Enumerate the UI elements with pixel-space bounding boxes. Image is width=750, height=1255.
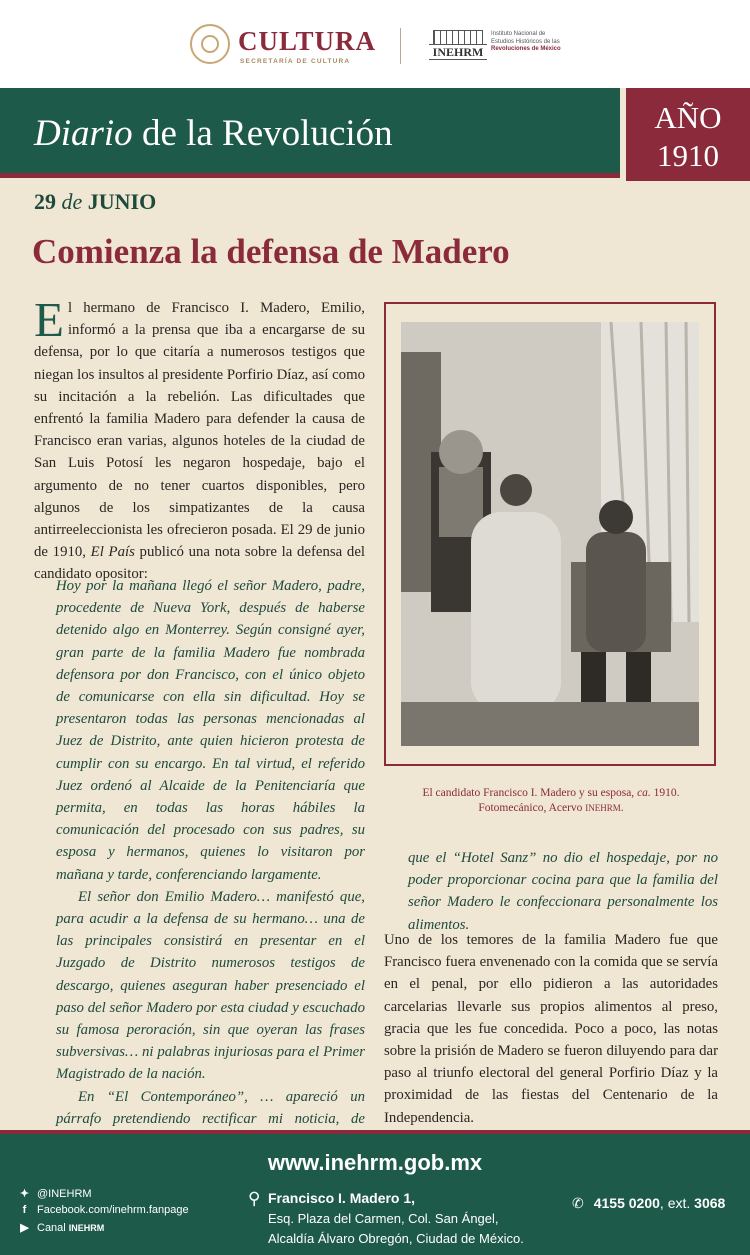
article-lead xyxy=(34,292,365,586)
building-icon xyxy=(433,30,483,44)
date-de: de xyxy=(61,189,83,214)
lead-text-2: publicó una nota sobre la defensa del candidato opositor: xyxy=(34,544,365,583)
closing-paragraph: Uno de los temores de la familia Madero fue que Francisco fuera envenenado con la comida que se servía en el penal, por ello pidieron a las autoridades carcelarias llevarle sus propios alimentos al preso, gracia que les fue concedida. Poco a poco, las notas sobre la prisión de Madero se fueron diluyendo para dar paso al triunfo electoral del general Porfirio Díaz y la proximidad de las fiestas del Centenario de la Independencia. xyxy=(384,932,718,1126)
date-day: 29 xyxy=(34,189,56,214)
quote-paragraph-3: En “El Contemporáneo”, … apareció un párrafo pretendiendo rectificar mi noticia, de xyxy=(56,1088,365,1127)
inehrm-logo xyxy=(429,30,487,60)
article-headline: Comienza la defensa de Madero xyxy=(32,232,510,271)
twitter-handle: @INEHRM xyxy=(37,1188,92,1200)
youtube-icon: ▶ xyxy=(20,1222,29,1234)
year-box xyxy=(626,88,750,181)
lead-newspaper-name: El País xyxy=(90,544,135,561)
phone-ext-label: , ext. xyxy=(659,1195,695,1211)
phone-contact[interactable] xyxy=(572,1195,725,1212)
lead-text-1: l hermano de Francisco I. Madero, Emilio, informó a la prensa que iba a encargarse de su defensa, por lo que citaría a numerosos testigos que niegan los insultos al presidente Porfirio Díaz, así como su incitación a la rebelión. Las dificultades que enfrentó la familia Madero para defender la causa de Francisco eran varias, algunos hoteles de la ciudad de San Luis Potosí les negaron hospedaje, bajo el argumento de no tener cuartos disponibles, pero algunos de los simpatizantes de la causa antirreeleccionista les ofrecieron posada. El 29 de junio de 1910, xyxy=(34,300,365,561)
caption-line-1 xyxy=(384,786,718,801)
twitter-icon: ✦ xyxy=(19,1188,30,1200)
inehrm-fullname xyxy=(491,31,571,54)
inehrm-line-1: Instituto Nacional de xyxy=(491,31,546,37)
historical-photo xyxy=(401,322,699,746)
canal-name: INEHRM xyxy=(68,1223,105,1233)
phone-number: 4155 0200 xyxy=(593,1195,660,1211)
inehrm-wordmark: INEHRM xyxy=(429,44,487,60)
cultura-subtitle: SECRETARÍA DE CULTURA xyxy=(240,58,351,65)
quote-block xyxy=(56,575,365,1174)
banner-title-rest: de la Revolución xyxy=(132,113,393,154)
footer xyxy=(0,1130,750,1255)
phone-ext: 3068 xyxy=(694,1195,726,1211)
youtube-link[interactable] xyxy=(18,1221,104,1234)
entry-date xyxy=(34,189,156,215)
quote-paragraph-4: que el “Hotel Sanz” no dio el hospedaje, por no poder proporcionar cocina para que la familia del señor Madero le confeccionara personalmente los alimentos. xyxy=(408,850,718,933)
facebook-icon: f xyxy=(22,1204,27,1216)
cultura-logo: CULTURA xyxy=(238,26,377,56)
inehrm-line-2: Estudios Históricos de las xyxy=(491,38,560,45)
banner-title-italic: Diario xyxy=(34,113,133,154)
dropcap: E xyxy=(34,292,64,347)
caption-inehrm: INEHRM xyxy=(585,803,621,813)
quote-paragraph-1: Hoy por la mañana llegó el señor Madero, padre, procedente de Nueva York, después de haberse detenido algo en Monterrey. Según consigné ayer, gran parte de la familia Madero fue nombrada defensora por don Francisco, con el único objeto de comunicarse con ella sin dificultad. Hoy se presentaron todas las personas mencionadas al Juez de Distrito, ante quien hicieron protesta de cumplir con su encargo. En tal virtud, el referido Juez ordenó al Alcaide de la Penitenciaría que permita, en todas las horas hábiles la comunicación del procesado con sus padres, su esposa y hermanos, quienes lo visitaron por mañana y tarde, conferenciando largamente. xyxy=(56,578,365,883)
photo-illustration xyxy=(401,322,699,746)
inehrm-line-3: Revoluciones de México xyxy=(491,46,561,52)
caption-text-a: El candidato Francisco I. Madero y su esposa, xyxy=(422,787,638,799)
caption-credit: Fotomecánico, Acervo xyxy=(478,802,586,814)
twitter-link[interactable] xyxy=(18,1187,92,1200)
mexican-seal-icon xyxy=(190,24,230,64)
caption-circa: ca. xyxy=(637,787,651,799)
address-line-1: Francisco I. Madero 1, xyxy=(268,1190,416,1206)
logo-divider xyxy=(400,28,401,64)
caption-line-2 xyxy=(384,801,718,816)
year-value: 1910 xyxy=(657,138,719,173)
caption-period: . xyxy=(620,802,624,814)
address-line-2: Esq. Plaza del Carmen, Col. San Ángel, xyxy=(268,1211,499,1226)
quote-continuation xyxy=(408,847,718,936)
banner-title xyxy=(34,112,393,155)
article-closing xyxy=(384,929,718,1129)
address-line-3: Alcaldía Álvaro Obregón, Ciudad de México. xyxy=(268,1231,524,1246)
canal-label: Canal xyxy=(37,1222,69,1234)
facebook-link[interactable] xyxy=(18,1204,189,1216)
facebook-url: Facebook.com/inehrm.fanpage xyxy=(37,1204,189,1216)
header-logos xyxy=(0,0,750,88)
website-link[interactable]: www.inehrm.gob.mx xyxy=(267,1150,483,1175)
caption-year: 1910. xyxy=(650,787,680,799)
location-pin-icon: ⚲ xyxy=(248,1189,261,1208)
title-banner xyxy=(0,88,620,178)
date-month: JUNIO xyxy=(87,189,157,214)
quote-paragraph-2: El señor don Emilio Madero… manifestó que, para acudir a la defensa de su hermano… una de las principales consistirá en presentar en el Juzgado de Distrito numerosos testigos de descargo, quienes aseguran haber presenciado el paso del señor Madero por esta ciudad y escuchado su famosa peroración, sin que oyeran las frases subversivas… ni palabras injuriosas para el Primer Magistrado de la nación. xyxy=(56,888,365,1083)
photo-caption xyxy=(384,786,718,816)
year-label: AÑO xyxy=(654,100,722,135)
phone-icon: ✆ xyxy=(572,1195,584,1211)
address xyxy=(268,1188,524,1249)
